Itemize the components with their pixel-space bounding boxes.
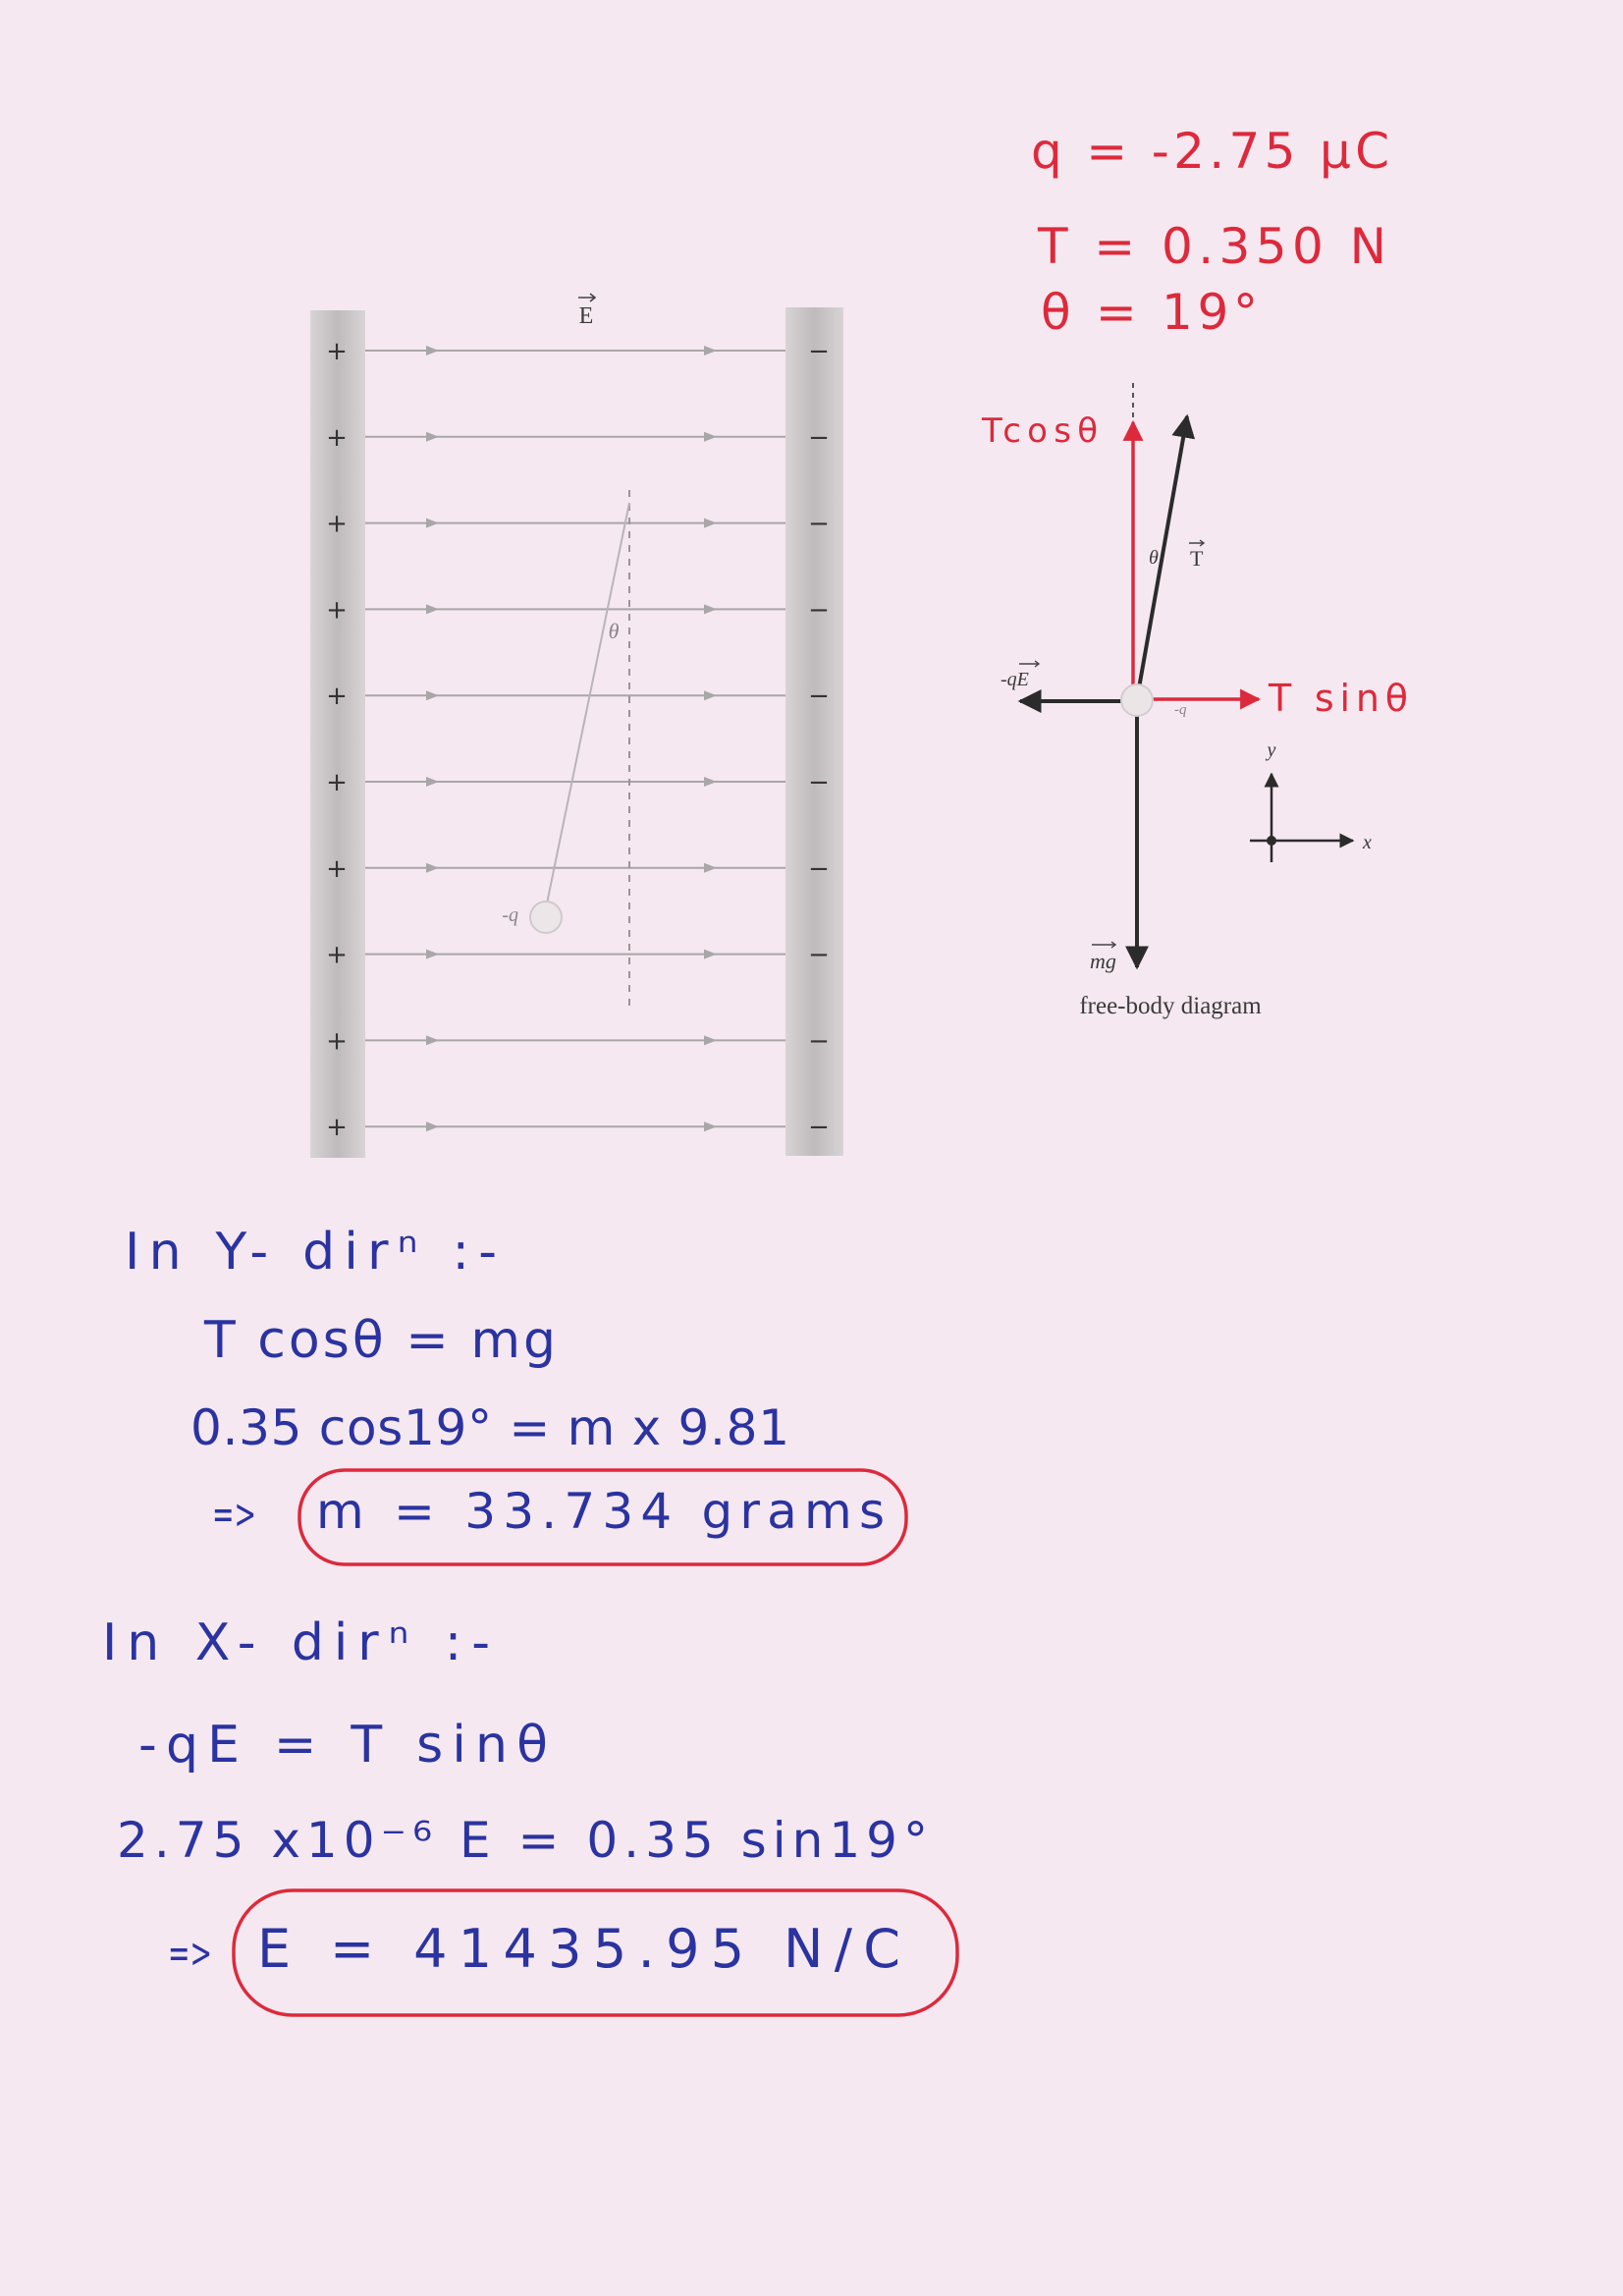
charged-ball	[530, 902, 562, 933]
minus-sign: −	[808, 940, 830, 970]
field-arrowhead-icon	[704, 863, 717, 873]
field-label-text: E	[578, 303, 594, 329]
x-direction-heading: In X- dirⁿ :-	[102, 1613, 490, 1672]
field-arrowhead-icon	[704, 346, 717, 355]
fbd-electric-force-text: -qE	[1001, 669, 1029, 690]
field-arrowhead-icon	[704, 432, 717, 442]
tcos-label: Tcosθ	[982, 411, 1098, 451]
mass-result: m = 33.734 grams	[316, 1483, 885, 1540]
plus-sign: +	[326, 337, 348, 366]
field-arrowhead-icon	[704, 604, 717, 614]
field-arrowhead-icon	[426, 519, 439, 528]
plus-sign: +	[326, 853, 348, 884]
solution-y-direction	[125, 1223, 906, 1564]
axes-icon	[1250, 774, 1353, 862]
axis-y-label: y	[1267, 739, 1276, 761]
field-arrowhead-icon	[704, 1035, 717, 1045]
tension-arrow	[1137, 416, 1187, 699]
field-arrowhead-icon	[426, 1035, 439, 1045]
plus-sign: +	[326, 768, 348, 797]
field-arrowhead-icon	[704, 950, 717, 959]
field-arrowhead-icon	[426, 863, 439, 873]
plus-sign: +	[326, 422, 348, 453]
field-arrowhead-icon	[426, 690, 439, 700]
plus-sign: +	[326, 595, 348, 626]
minus-sign: −	[808, 853, 830, 884]
y-direction-substitution: 0.35 cos19° = m x 9.81	[190, 1399, 789, 1456]
axis-x-label: x	[1363, 832, 1372, 853]
x-direction-substitution: 2.75 x10⁻⁶ E = 0.35 sin19°	[117, 1812, 928, 1869]
y-direction-implies: =>	[212, 1490, 256, 1538]
field-arrowhead-icon	[704, 777, 717, 787]
field-arrowhead-icon	[426, 604, 439, 614]
plus-sign: +	[326, 1026, 348, 1057]
plus-sign: +	[326, 682, 348, 712]
given-angle: θ = 19°	[1041, 284, 1258, 341]
minus-sign: −	[808, 509, 830, 539]
x-direction-implies: =>	[168, 1929, 212, 1977]
plus-sign: +	[326, 1113, 348, 1143]
given-tension: T = 0.350 N	[1038, 218, 1386, 275]
fbd-weight-text: mg	[1090, 949, 1116, 973]
fbd-charge-label: -q	[1174, 702, 1187, 718]
minus-sign: −	[808, 1113, 830, 1143]
vector-arrow-icon	[1092, 942, 1115, 948]
field-arrowhead-icon	[426, 1121, 439, 1131]
field-arrowhead-icon	[426, 950, 439, 959]
field-arrowhead-icon	[426, 346, 439, 355]
field-arrowhead-icon	[426, 777, 439, 787]
vector-arrow-icon	[578, 294, 595, 301]
fbd-weight-label	[1090, 942, 1116, 973]
tsin-label: T sinθ	[1269, 677, 1408, 720]
given-values	[1031, 123, 1389, 341]
field-result: E = 41435.95 N/C	[257, 1918, 900, 1980]
fbd-ball	[1121, 684, 1153, 716]
y-direction-heading: In Y- dirⁿ :-	[125, 1223, 497, 1282]
field-arrowhead-icon	[704, 690, 717, 700]
fbd-tension-text: T	[1190, 546, 1204, 571]
x-direction-equation: -qE = T sinθ	[138, 1716, 548, 1775]
minus-sign: −	[808, 768, 830, 797]
minus-sign: −	[808, 682, 830, 712]
vector-arrow-icon	[1019, 661, 1039, 667]
solution-x-direction	[102, 1613, 957, 2015]
fbd-electric-force-label	[1001, 661, 1039, 690]
plus-sign: +	[326, 940, 348, 970]
free-body-diagram	[981, 383, 1408, 1019]
minus-sign: −	[808, 422, 830, 453]
fbd-tension-label	[1189, 540, 1204, 571]
angle-label: θ	[608, 619, 620, 643]
given-charge: q = -2.75 μC	[1031, 123, 1389, 180]
field-label	[578, 294, 595, 329]
fbd-angle-label: θ	[1149, 547, 1159, 569]
field-arrowhead-icon	[426, 432, 439, 442]
minus-sign: −	[808, 1026, 830, 1057]
field-rows	[326, 337, 830, 1142]
minus-sign: −	[808, 337, 830, 366]
ball-charge-label: -q	[502, 904, 518, 926]
field-arrowhead-icon	[704, 519, 717, 528]
minus-sign: −	[808, 595, 830, 626]
y-direction-equation: T cosθ = mg	[204, 1311, 556, 1370]
pendulum-string	[547, 503, 629, 903]
plus-sign: +	[326, 509, 348, 539]
fbd-caption: free-body diagram	[1079, 993, 1262, 1019]
field-arrowhead-icon	[704, 1121, 717, 1131]
field-figure	[310, 294, 843, 1158]
